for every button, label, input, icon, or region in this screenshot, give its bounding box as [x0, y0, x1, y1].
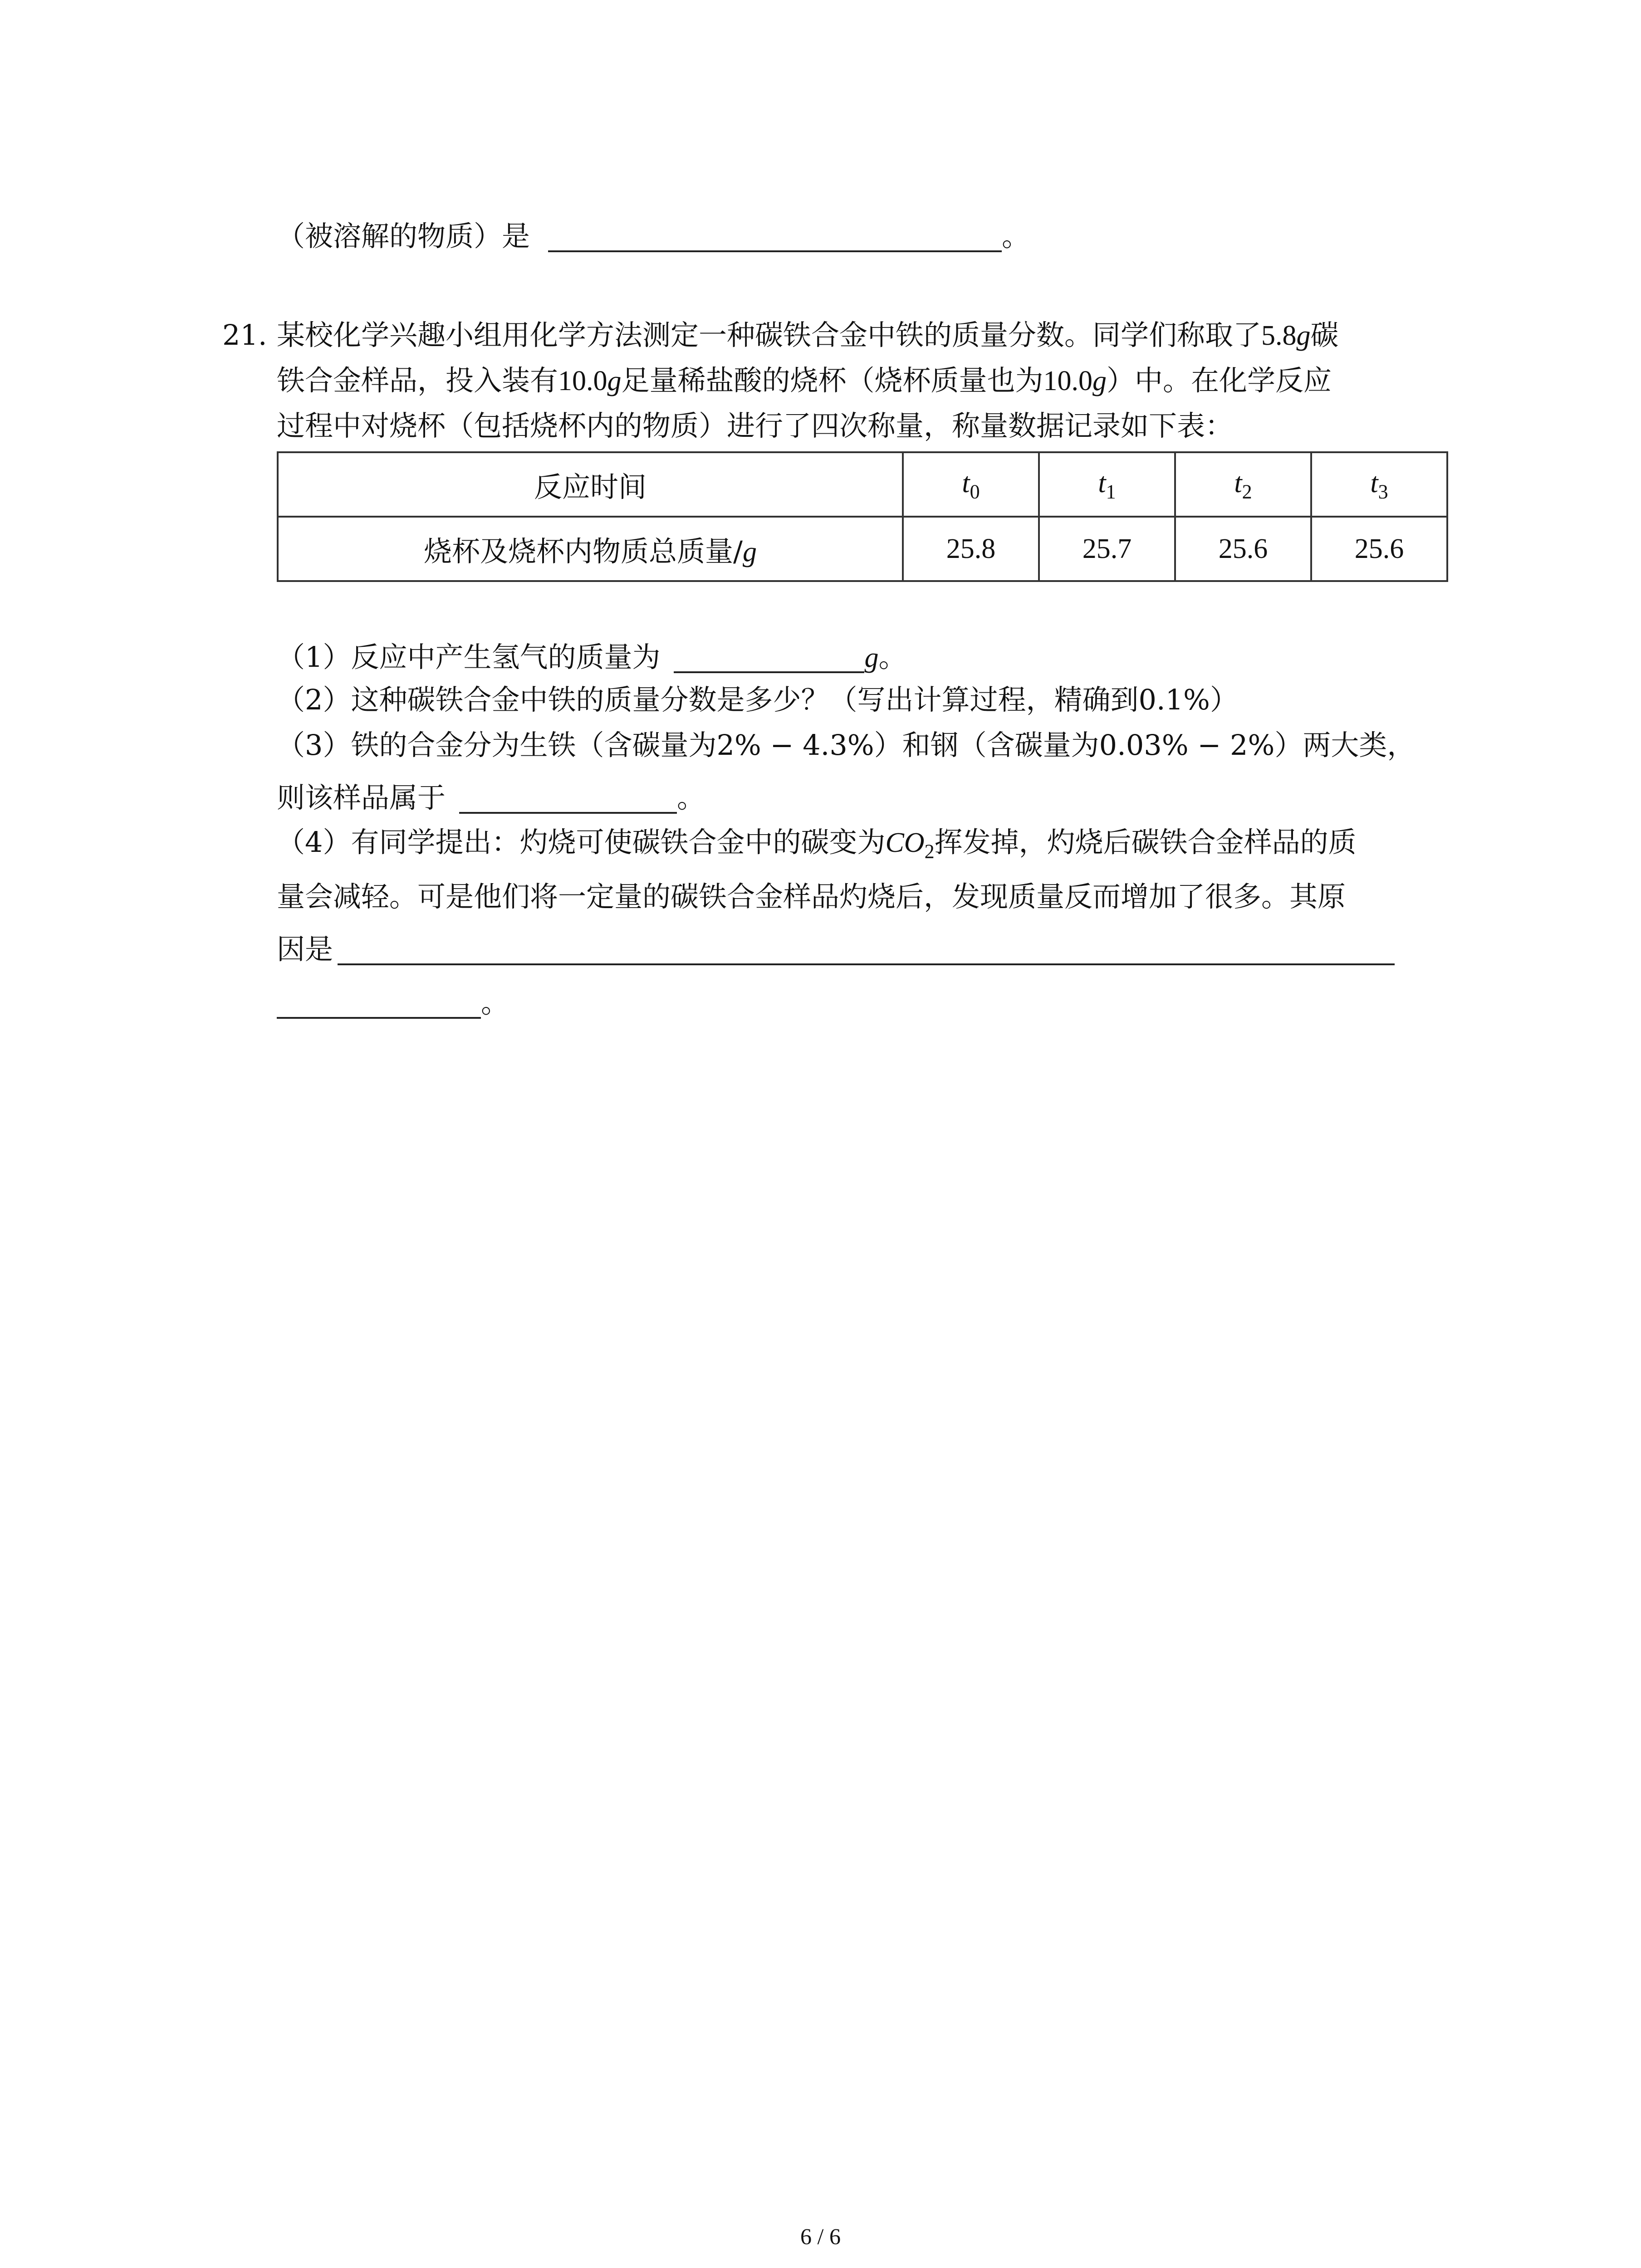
unit-g: g: [607, 366, 622, 396]
stem-text: 碳: [1310, 318, 1339, 352]
prev-question-text: （被溶解的物质）是: [277, 220, 530, 253]
beaker-mass-value: 10.0: [1043, 366, 1093, 396]
stem-text: 某校化学兴趣小组用化学方法测定一种碳铁合金中铁的质量分数。同学们称取了: [277, 318, 1262, 352]
sub-question-text: 因是: [277, 933, 333, 966]
sub-question-1: [277, 640, 907, 674]
period: 。: [1002, 220, 1030, 253]
table-row: [278, 452, 1447, 517]
prev-question-line: [277, 222, 1030, 252]
question-stem-line-3: 过程中对烧杯（包括烧杯内的物质）进行了四次称量，称量数据记录如下表：: [277, 409, 1234, 442]
unit-g: g: [1092, 366, 1107, 396]
acid-mass-value: 10.0: [558, 366, 607, 396]
answer-blank[interactable]: [277, 989, 481, 1019]
sub-question-3-line-2: [277, 781, 705, 814]
mass-cell: 25.7: [1039, 517, 1175, 581]
sub-question-4-line-1: [277, 828, 1357, 861]
mass-cell: 25.6: [1175, 517, 1311, 581]
unit-g: g: [864, 642, 879, 673]
question-stem-line-2: [277, 364, 1332, 397]
question-number: 21.: [222, 318, 267, 352]
time-cell: $t_1$: [1039, 452, 1175, 517]
answer-blank[interactable]: [674, 643, 864, 673]
unit-g: g: [1296, 320, 1311, 351]
answer-blank[interactable]: [459, 784, 677, 814]
period: 。: [878, 640, 907, 674]
time-cell: $t_2$: [1175, 452, 1311, 517]
sub-question-3-line-1: （3）铁的合金分为生铁（含碳量为2% − 4.3%）和钢（含碳量为0.03% − 2%）两大类，: [277, 728, 1416, 762]
table-row: [278, 517, 1447, 581]
co2-subscript: 2: [924, 840, 935, 863]
sub-question-text: （1）反应中产生氢气的质量为: [277, 640, 661, 674]
question-stem-line-1: [277, 318, 1339, 352]
stem-text: 铁合金样品，投入装有: [277, 364, 558, 397]
stem-text: ）中。在化学反应: [1107, 364, 1332, 397]
mass-cell: 25.6: [1311, 517, 1447, 581]
co2-formula: CO: [885, 827, 925, 858]
stem-text: 足量稀盐酸的烧杯（烧杯质量也为: [621, 364, 1043, 397]
period: 。: [677, 781, 705, 814]
mass-value: 5.8: [1261, 320, 1297, 351]
sub-question-2: （2）这种碳铁合金中铁的质量分数是多少？（写出计算过程，精确到0.1%）: [277, 683, 1238, 716]
mass-cell: 25.8: [903, 517, 1039, 581]
page-number: 6 / 6: [800, 2224, 841, 2249]
table-row-label: 烧杯及烧杯内物质总质量/g: [278, 517, 903, 581]
time-cell: $t_3$: [1311, 452, 1447, 517]
sub-question-text: （4）有同学提出：灼烧可使碳铁合金中的碳变为: [277, 826, 886, 859]
sub-question-text: 则该样品属于: [277, 781, 446, 814]
sub-question-4-line-2: 量会减轻。可是他们将一定量的碳铁合金样品灼烧后，发现质量反而增加了很多。其原: [277, 880, 1346, 913]
time-cell: $t_0$: [903, 452, 1039, 517]
weighing-data-table: [277, 451, 1448, 582]
table-header-label: 反应时间: [278, 452, 903, 517]
period: 。: [481, 986, 509, 1019]
answer-blank[interactable]: [548, 222, 1002, 252]
sub-question-4-line-3: [277, 935, 1395, 965]
sub-question-4-line-4: [277, 986, 509, 1019]
sub-question-text: 挥发掉，灼烧后碳铁合金样品的质: [934, 826, 1357, 859]
answer-blank[interactable]: [338, 935, 1395, 965]
